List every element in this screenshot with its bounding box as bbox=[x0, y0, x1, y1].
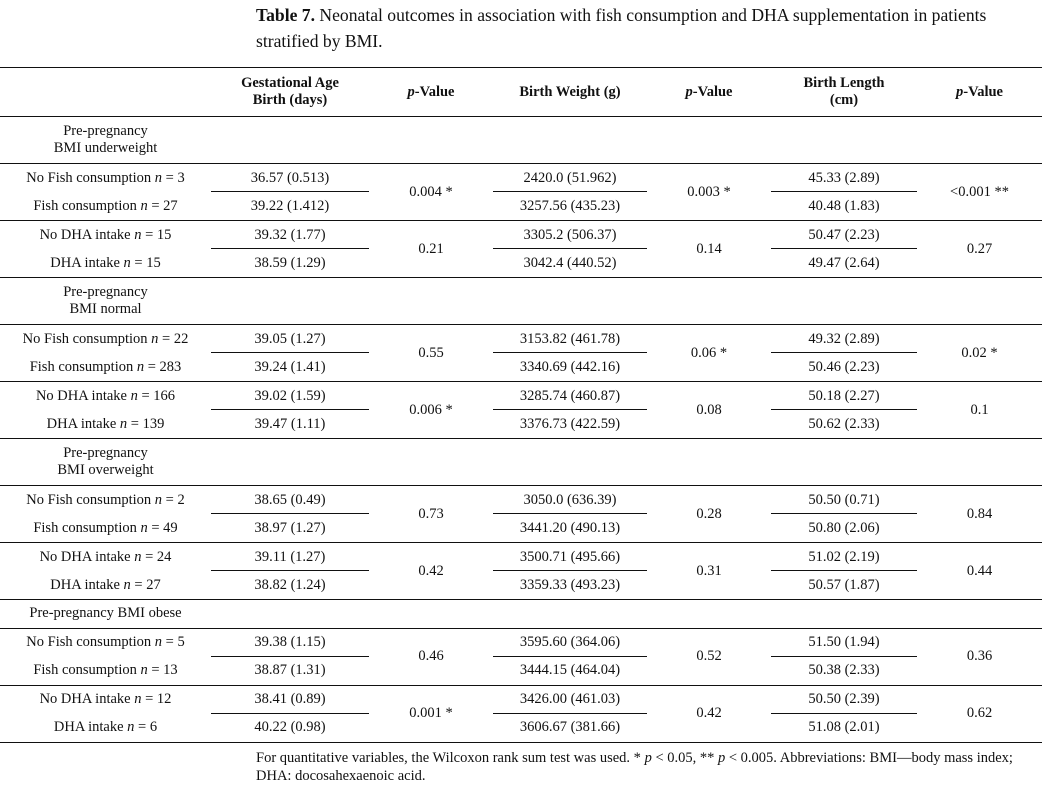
section-header-row bbox=[0, 439, 1042, 486]
birth-weight-value: 3050.0 (636.39) bbox=[493, 486, 647, 515]
header-p-value-bw: p-Value bbox=[685, 83, 733, 100]
p-value-bl: 0.36 bbox=[966, 648, 993, 664]
row-label: No Fish consumption n = 5 bbox=[26, 634, 185, 650]
table-caption bbox=[256, 2, 1044, 54]
p-value-bw: 0.08 bbox=[696, 401, 722, 418]
table-row bbox=[0, 543, 1042, 572]
birth-weight-value: 3606.67 (381.66) bbox=[519, 719, 621, 735]
table-row bbox=[0, 164, 1042, 193]
birth-weight-value: 3305.2 (506.37) bbox=[493, 221, 647, 250]
table-row bbox=[0, 628, 1042, 657]
row-label: DHA intake n = 15 bbox=[50, 254, 161, 271]
birth-weight-value: 2420.0 (51.962) bbox=[493, 164, 647, 193]
gestational-age-value: 38.97 (1.27) bbox=[254, 519, 326, 536]
row-label: No Fish consumption n = 22 bbox=[22, 330, 189, 347]
p-value-ga: 0.001 * bbox=[409, 705, 453, 721]
p-value-bl: 0.02 * bbox=[961, 344, 998, 361]
birth-weight-value: 3426.00 (461.03) bbox=[493, 685, 647, 714]
table-body bbox=[0, 117, 1042, 743]
table-row bbox=[0, 221, 1042, 250]
row-label: No DHA intake n = 15 bbox=[39, 226, 172, 243]
p-value-ga: 0.006 * bbox=[409, 401, 453, 418]
p-value-ga: 0.55 bbox=[418, 344, 444, 361]
gestational-age-value: 39.11 (1.27) bbox=[211, 543, 369, 572]
birth-length-value: 51.50 (1.94) bbox=[771, 628, 917, 657]
section-header-row bbox=[0, 117, 1042, 164]
birth-weight-value: 3257.56 (435.23) bbox=[519, 197, 621, 214]
p-value-bl: <0.001 ** bbox=[950, 183, 1009, 200]
gestational-age-value: 39.02 (1.59) bbox=[211, 382, 369, 411]
header-gestational-age: Gestational Age Birth (days) bbox=[241, 75, 339, 108]
birth-length-value: 50.46 (2.23) bbox=[808, 358, 880, 375]
table-row bbox=[0, 249, 1042, 278]
gestational-age-value: 40.22 (0.98) bbox=[254, 719, 326, 735]
section-title: Pre-pregnancy BMI obese bbox=[29, 605, 182, 622]
section-header-row bbox=[0, 600, 1042, 629]
p-value-ga: 0.46 bbox=[418, 648, 444, 664]
birth-weight-value: 3444.15 (464.04) bbox=[519, 662, 621, 678]
table-label: Table 7. bbox=[256, 5, 315, 25]
birth-weight-value: 3340.69 (442.16) bbox=[519, 358, 621, 375]
gestational-age-value: 36.57 (0.513) bbox=[211, 164, 369, 193]
row-label: Fish consumption n = 49 bbox=[33, 519, 178, 536]
p-value-bw: 0.28 bbox=[696, 505, 722, 522]
row-label: No DHA intake n = 24 bbox=[39, 548, 172, 565]
table-row bbox=[0, 714, 1042, 743]
p-value-bw: 0.06 * bbox=[690, 344, 728, 361]
p-value-bl: 0.44 bbox=[966, 562, 993, 579]
table-row bbox=[0, 657, 1042, 686]
birth-weight-value: 3285.74 (460.87) bbox=[493, 382, 647, 411]
row-label: DHA intake n = 6 bbox=[53, 719, 158, 735]
table-row bbox=[0, 353, 1042, 382]
row-label: Fish consumption n = 283 bbox=[29, 358, 182, 375]
birth-length-value: 50.18 (2.27) bbox=[771, 382, 917, 411]
birth-length-value: 49.32 (2.89) bbox=[771, 325, 917, 354]
gestational-age-value: 38.65 (0.49) bbox=[211, 486, 369, 515]
birth-length-value: 50.47 (2.23) bbox=[771, 221, 917, 250]
header-birth-length: Birth Length (cm) bbox=[803, 75, 885, 108]
gestational-age-value: 39.32 (1.77) bbox=[211, 221, 369, 250]
row-label: No DHA intake n = 12 bbox=[39, 691, 172, 707]
birth-length-value: 49.47 (2.64) bbox=[808, 254, 880, 271]
table-row bbox=[0, 382, 1042, 411]
row-label: No Fish consumption n = 2 bbox=[26, 491, 185, 508]
birth-length-value: 50.50 (2.39) bbox=[771, 685, 917, 714]
gestational-age-value: 39.22 (1.412) bbox=[250, 197, 330, 214]
section-header-row bbox=[0, 278, 1042, 325]
gestational-age-value: 38.59 (1.29) bbox=[254, 254, 326, 271]
birth-length-value: 51.08 (2.01) bbox=[808, 719, 880, 735]
p-value-bw: 0.52 bbox=[696, 648, 722, 664]
p-value-bl: 0.62 bbox=[966, 705, 993, 721]
birth-length-value: 50.50 (0.71) bbox=[771, 486, 917, 515]
p-value-ga: 0.42 bbox=[418, 562, 444, 579]
table-row bbox=[0, 486, 1042, 515]
row-label: DHA intake n = 139 bbox=[46, 415, 165, 432]
gestational-age-value: 38.82 (1.24) bbox=[254, 576, 326, 593]
birth-weight-value: 3376.73 (422.59) bbox=[519, 415, 621, 432]
table-row bbox=[0, 410, 1042, 439]
row-label: DHA intake n = 27 bbox=[50, 576, 161, 593]
table-footnote: For quantitative variables, the Wilcoxon rank sum test was used. * p < 0.05, ** p < 0.005. Abbreviations: BMI—body mass index; DHA: docosahexaenoic acid. bbox=[256, 750, 1013, 784]
table-caption-text: Neonatal outcomes in association with fish consumption and DHA supplementation in patients stratified by BMI. bbox=[256, 5, 987, 51]
p-value-bl: 0.27 bbox=[966, 240, 993, 257]
row-label: No Fish consumption n = 3 bbox=[26, 169, 185, 186]
birth-length-value: 45.33 (2.89) bbox=[771, 164, 917, 193]
table-row bbox=[0, 192, 1042, 221]
p-value-bw: 0.003 * bbox=[687, 183, 731, 200]
gestational-age-value: 39.05 (1.27) bbox=[211, 325, 369, 354]
p-value-ga: 0.004 * bbox=[409, 183, 453, 200]
birth-length-value: 50.62 (2.33) bbox=[808, 415, 880, 432]
birth-weight-value: 3500.71 (495.66) bbox=[493, 543, 647, 572]
header-p-value-ga: p-Value bbox=[407, 83, 455, 100]
table-row bbox=[0, 514, 1042, 543]
birth-length-value: 50.38 (2.33) bbox=[808, 662, 880, 678]
gestational-age-value: 38.41 (0.89) bbox=[211, 685, 369, 714]
birth-length-value: 51.02 (2.19) bbox=[771, 543, 917, 572]
header-p-value-bl: p-Value bbox=[956, 83, 1003, 100]
gestational-age-value: 39.24 (1.41) bbox=[254, 358, 326, 375]
neonatal-outcomes-table bbox=[0, 67, 1042, 743]
row-label: No DHA intake n = 166 bbox=[35, 387, 176, 404]
birth-weight-value: 3042.4 (440.52) bbox=[523, 254, 617, 271]
birth-weight-value: 3153.82 (461.78) bbox=[493, 325, 647, 354]
gestational-age-value: 38.87 (1.31) bbox=[254, 662, 326, 678]
p-value-bl: 0.84 bbox=[966, 505, 993, 522]
section-title: Pre-pregnancy BMI overweight bbox=[57, 445, 154, 478]
p-value-bw: 0.31 bbox=[696, 562, 722, 579]
table-header-row bbox=[0, 68, 1042, 117]
p-value-bw: 0.42 bbox=[696, 705, 722, 721]
row-label: Fish consumption n = 13 bbox=[33, 662, 178, 678]
birth-weight-value: 3441.20 (490.13) bbox=[519, 519, 621, 536]
p-value-bl: 0.1 bbox=[970, 401, 989, 418]
header-group-label bbox=[0, 68, 211, 117]
p-value-ga: 0.73 bbox=[418, 505, 444, 522]
birth-length-value: 40.48 (1.83) bbox=[808, 197, 880, 214]
section-title: Pre-pregnancy BMI underweight bbox=[53, 123, 158, 156]
birth-weight-value: 3595.60 (364.06) bbox=[493, 628, 647, 657]
p-value-ga: 0.21 bbox=[418, 240, 444, 257]
row-label: Fish consumption n = 27 bbox=[33, 197, 178, 214]
birth-weight-value: 3359.33 (493.23) bbox=[519, 576, 621, 593]
gestational-age-value: 39.38 (1.15) bbox=[211, 628, 369, 657]
birth-length-value: 50.57 (1.87) bbox=[808, 576, 880, 593]
section-title: Pre-pregnancy BMI normal bbox=[63, 284, 148, 317]
table-row bbox=[0, 685, 1042, 714]
table-row bbox=[0, 571, 1042, 600]
table-row bbox=[0, 325, 1042, 354]
gestational-age-value: 39.47 (1.11) bbox=[254, 415, 326, 432]
birth-length-value: 50.80 (2.06) bbox=[808, 519, 880, 536]
p-value-bw: 0.14 bbox=[696, 240, 722, 257]
header-birth-weight: Birth Weight (g) bbox=[519, 83, 621, 100]
